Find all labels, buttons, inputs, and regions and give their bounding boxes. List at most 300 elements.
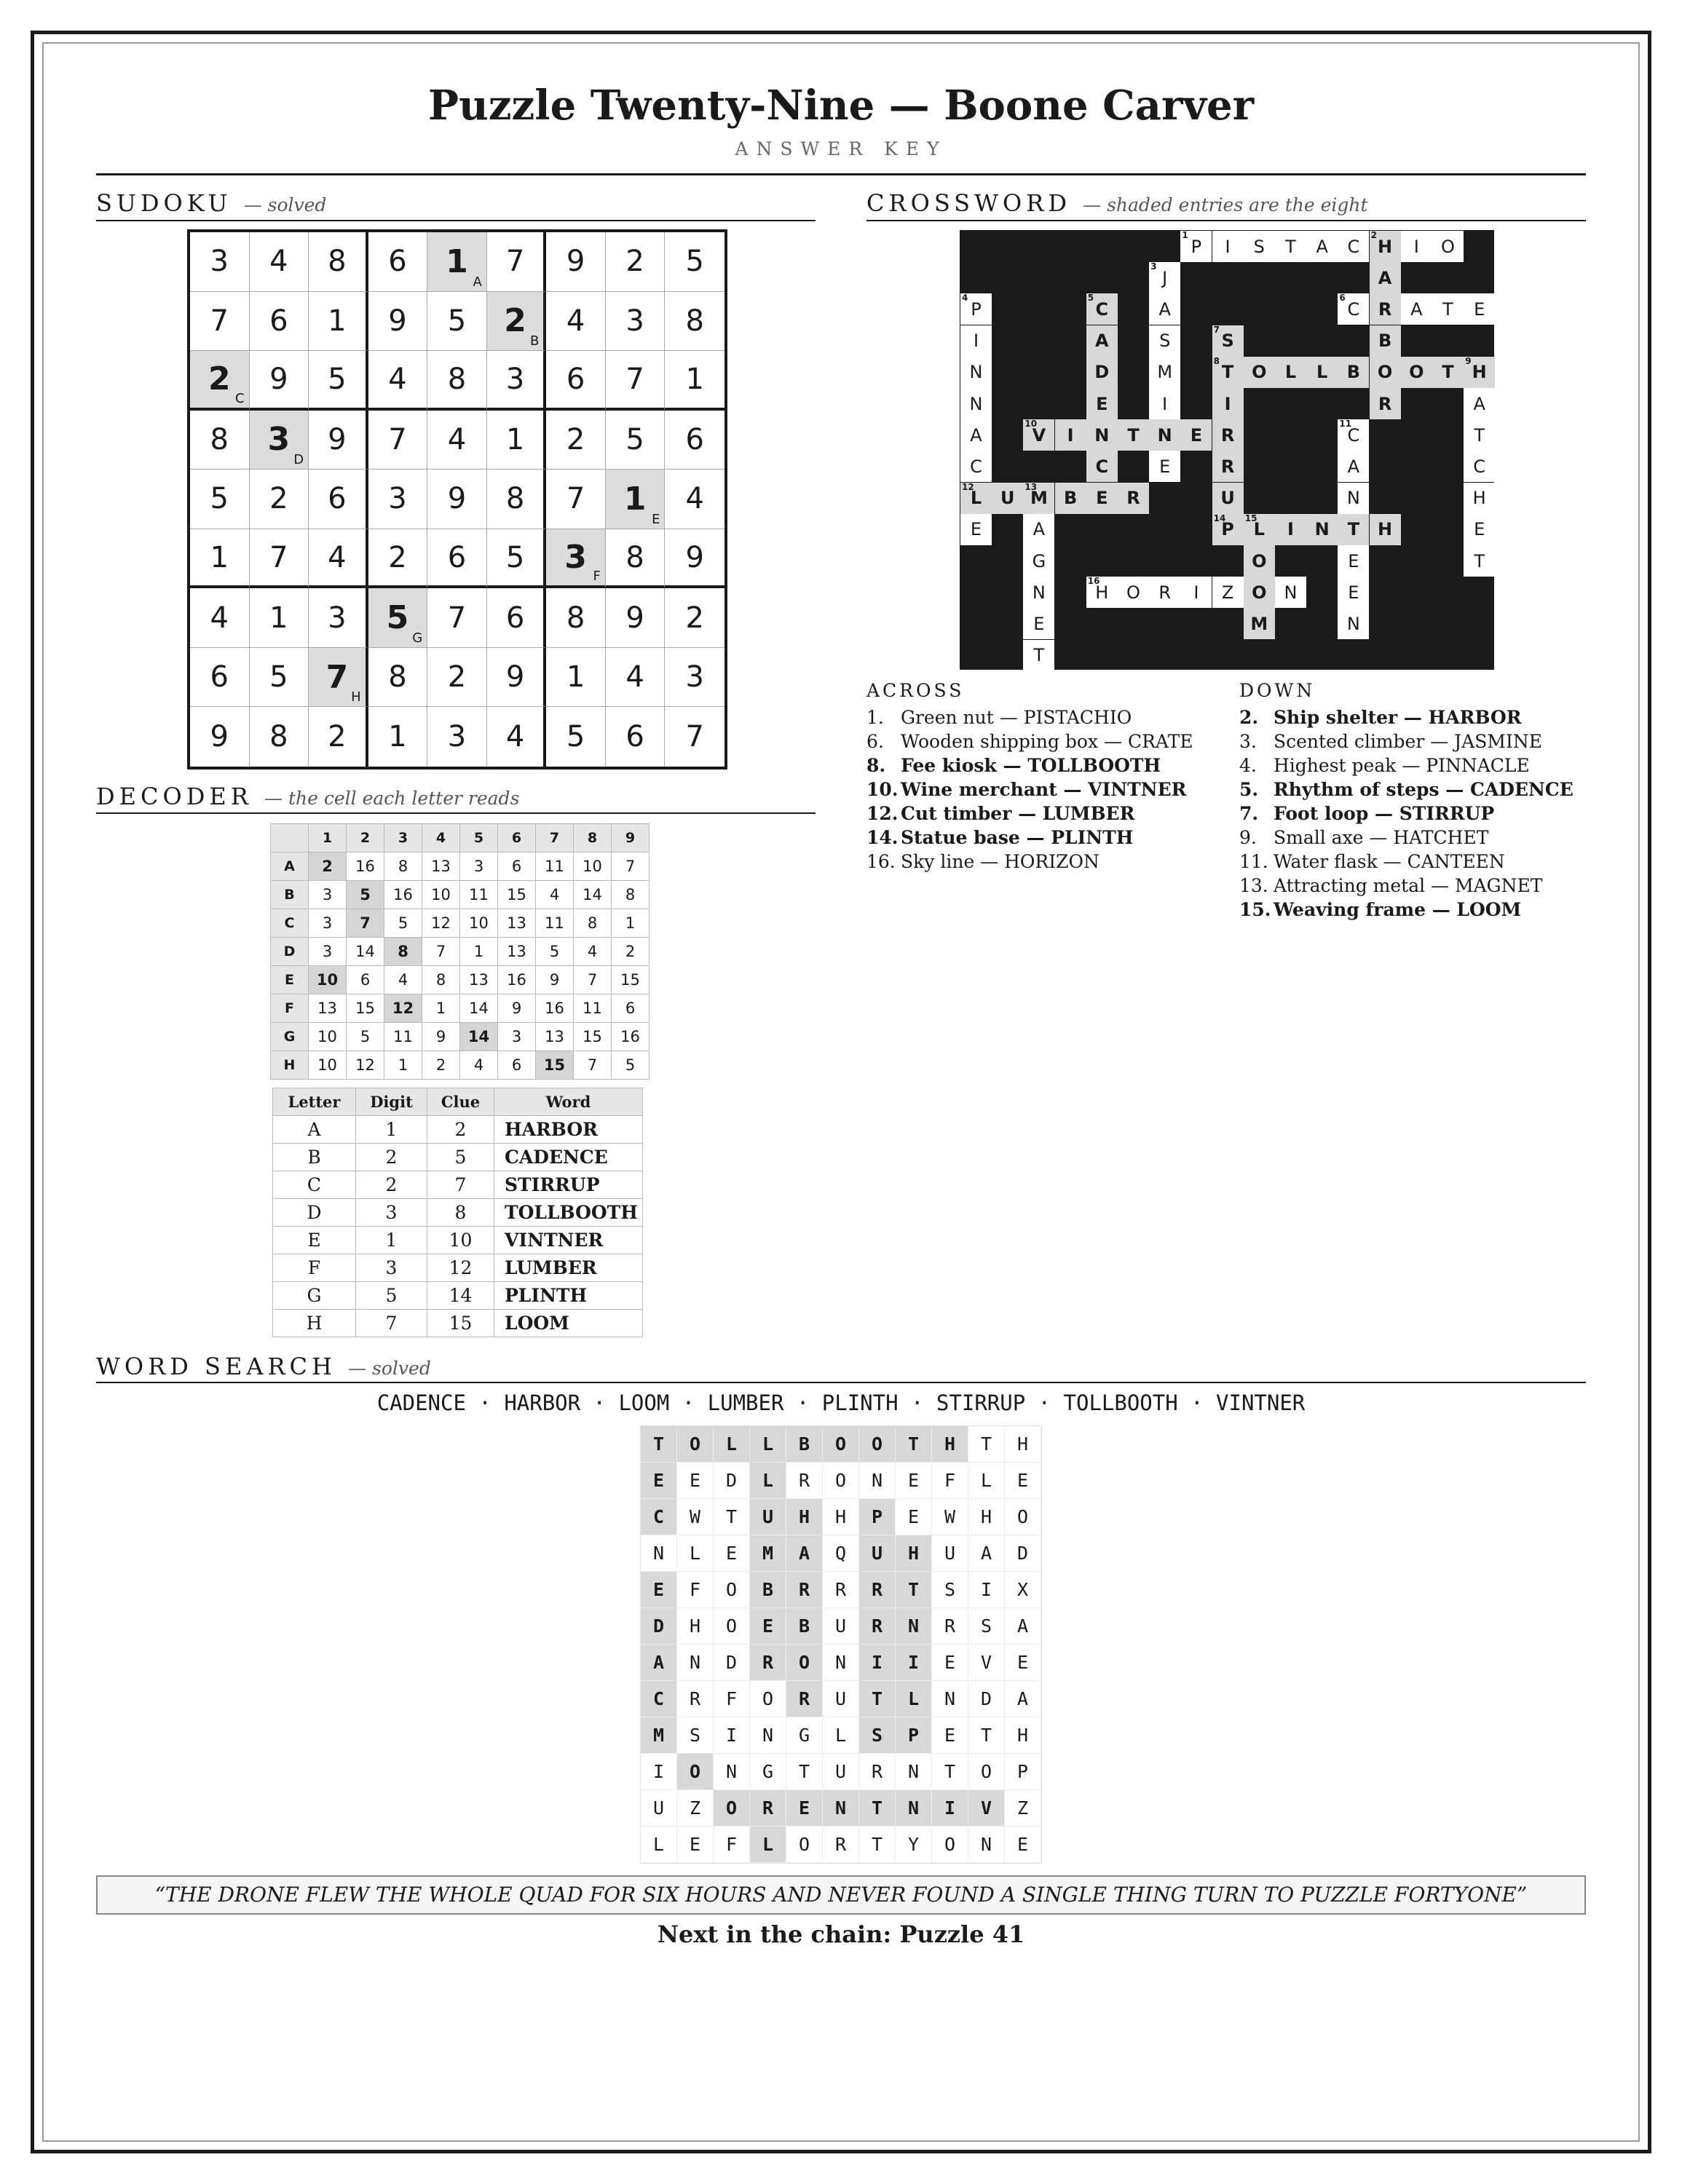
decoder-key-table [272,1088,643,1337]
sudoku-digit: 4 [566,304,585,338]
wordsearch-cell: B [786,1426,823,1463]
crossword-letter: O [1252,582,1267,603]
crossword-cell [1464,483,1495,514]
crossword-letter: N [1314,519,1330,540]
sudoku-cell [606,529,666,589]
crossword-letter: I [1413,236,1419,257]
sudoku-cell [606,588,666,648]
clue-number: 1. [866,707,884,728]
crossword-letter: A [970,424,982,446]
decoder-cell: 4 [384,966,422,994]
crossword-letter: T [1221,362,1234,383]
decoder-cell: 4 [460,1051,498,1080]
wordsearch-cell: I [932,1790,968,1827]
crossword-letter: T [1474,424,1485,446]
sudoku-cell [250,588,309,648]
sudoku-cell [309,351,368,411]
down-clue [1239,802,1574,826]
wordsearch-cell: X [1005,1572,1041,1608]
crossword-cell [1244,577,1275,608]
decoder-cell: 8 [574,909,612,938]
crossword-cell [960,514,992,545]
sudoku-cell [250,648,309,708]
crossword-cell [1464,293,1495,325]
key-cell: 2 [356,1144,427,1171]
crossword-letter: C [1347,236,1360,257]
sudoku-cell [250,529,309,589]
sudoku-digit: 8 [505,482,525,516]
key-cell: 1 [356,1227,427,1254]
crossword-cell [1118,483,1149,514]
sudoku-digit: 3 [447,720,467,754]
key-cell: 10 [427,1227,494,1254]
crossword-number: 9 [1465,355,1472,366]
decoder-col-header: 5 [460,824,498,852]
sudoku-digit: 3 [388,482,407,516]
sudoku-cell [487,707,547,767]
sudoku-digit: 7 [566,482,585,516]
crossword-number: 5 [1087,293,1094,304]
crossword-letter: H [1378,236,1393,257]
decoder-cell: 4 [574,938,612,966]
page-title: Puzzle Twenty-Nine — Boone Carver [427,82,1255,130]
sudoku-cell [368,351,428,411]
wordsearch-cell: E [641,1572,677,1608]
wordsearch-cell: R [750,1645,786,1681]
key-header-cell: Word [494,1088,643,1116]
wordsearch-cell: R [786,1572,823,1608]
decoder-cell: 8 [384,938,422,966]
wordsearch-cell: D [641,1608,677,1645]
across-clue [866,826,1193,850]
sudoku-digit: 1 [269,601,288,635]
decoder-cell: 14 [460,1023,498,1051]
decoder-cell: 8 [384,852,422,881]
sudoku-cell [487,351,547,411]
key-cell: 2 [356,1171,427,1199]
sudoku-digit: 5 [269,660,288,695]
decoder-cell: 4 [536,881,574,909]
down-clue [1239,705,1574,729]
sudoku-digit: 1 [623,480,647,518]
wordsearch-cell: S [968,1608,1005,1645]
crossword-letter: E [1096,393,1108,414]
key-cell: PLINTH [494,1282,643,1310]
key-cell: LOOM [494,1310,643,1337]
crossword-number: 16 [1087,576,1100,587]
clue-text: Fee kiosk — TOLLBOOTH [901,755,1161,776]
key-cell: 15 [427,1310,494,1337]
wordsearch-cell: N [932,1681,968,1717]
decoder-row-label: F [271,994,309,1023]
crossword-letter: A [1378,267,1392,288]
wordsearch-cell: N [968,1827,1005,1863]
crossword-cell [1086,577,1118,608]
sudoku-cell [427,411,487,470]
sudoku-digit: 8 [566,601,585,635]
crossword-letter: O [1377,362,1393,383]
sudoku-cell-tag: H [351,689,361,705]
wordsearch-cell: O [677,1754,714,1790]
crossword-letter: A [1158,298,1171,320]
wordsearch-rule [96,1382,1586,1383]
key-cell: B [273,1144,356,1171]
sudoku-cell [606,707,666,767]
crossword-letter: R [1158,582,1172,603]
wordsearch-cell: T [641,1426,677,1463]
crossword-letter: N [1284,582,1298,603]
decoder-cell: 10 [309,1051,347,1080]
crossword-letter: B [1378,331,1392,352]
crossword-cell [1464,545,1495,577]
wordsearch-cell: A [786,1535,823,1572]
decoder-col-header: 9 [612,824,649,852]
crossword-cell [1306,231,1338,262]
sudoku-cell [368,588,428,648]
crossword-letter: O [1252,362,1267,383]
sudoku-cell [250,292,309,352]
sudoku-digit: 5 [210,482,229,516]
sudoku-digit: 9 [269,362,288,396]
clue-text: Wooden shipping box — CRATE [901,731,1193,752]
sudoku-digit: 6 [210,660,229,695]
crossword-letter: N [969,393,983,414]
sudoku-cell-tag: A [473,274,482,290]
wordsearch-cell: G [786,1717,823,1754]
wordsearch-cell: A [968,1535,1005,1572]
wordsearch-cell: T [968,1717,1005,1754]
wordsearch-cell: E [641,1463,677,1499]
clue-text: Cut timber — LUMBER [901,803,1135,824]
across-clue [866,729,1193,753]
sudoku-cell [606,648,666,708]
sudoku-cell [665,411,724,470]
sudoku-cell [606,232,666,292]
decoder-rule [96,812,816,814]
wordsearch-cell: M [750,1535,786,1572]
wordsearch-cell: U [823,1754,859,1790]
wordsearch-cell: T [896,1572,932,1608]
crossword-letter: E [1474,519,1485,540]
decoder-cell: 6 [612,994,649,1023]
crossword-letter: R [1220,424,1235,446]
crossword-letter: R [1378,298,1392,320]
sudoku-digit: 3 [685,660,704,695]
wordsearch-cell: T [968,1426,1005,1463]
sudoku-cell [606,411,666,470]
sudoku-cell [665,529,724,589]
decoder-cell: 13 [498,938,536,966]
crossword-letter: P [1191,236,1202,257]
sudoku-digit: 8 [685,304,704,338]
decoder-col-header: 6 [498,824,536,852]
crossword-cell [1023,577,1054,608]
decoder-row [271,966,649,994]
decoder-cell: 16 [612,1023,649,1051]
decoder-cell: 2 [422,1051,460,1080]
wordsearch-cell: N [859,1463,896,1499]
wordsearch-cell: F [714,1827,750,1863]
quote-box: “THE DRONE FLEW THE WHOLE QUAD FOR SIX HOURS AND NEVER FOUND A SINGLE THING TURN TO PUZZLE FORTYONE” [96,1875,1586,1915]
sudoku-digit: 4 [685,482,704,516]
key-row [273,1171,643,1199]
sudoku-cell [309,411,368,470]
sudoku-digit: 9 [566,245,585,279]
crossword-letter: T [1285,236,1296,257]
decoder-cell: 11 [536,909,574,938]
decoder-cell: 6 [498,1051,536,1080]
sudoku-digit: 9 [505,660,525,695]
crossword-letter: E [1096,488,1108,509]
crossword-cell [1370,262,1401,293]
wordsearch-cell: F [932,1463,968,1499]
crossword-cell [1464,388,1495,419]
key-cell: VINTNER [494,1227,643,1254]
decoder-row [271,1051,649,1080]
sudoku-digit: 6 [505,601,525,635]
sudoku-cell [665,351,724,411]
crossword-letter: R [1126,488,1140,509]
crossword-cell [1212,388,1244,419]
crossword-cell [1432,293,1464,325]
wordsearch-cell: R [786,1681,823,1717]
decoder-cell: 7 [574,1051,612,1080]
sudoku-digit: 5 [447,304,467,338]
sudoku-cell [190,529,250,589]
sudoku-cell [368,648,428,708]
sudoku-cell [368,411,428,470]
crossword-letter: C [1473,456,1486,477]
wordsearch-cell: U [823,1681,859,1717]
wordsearch-cell: L [641,1827,677,1863]
wordsearch-cell: E [750,1608,786,1645]
wordsearch-cell: L [750,1463,786,1499]
wordsearch-grid [640,1425,1042,1864]
crossword-letter: N [1032,582,1046,603]
crossword-cell [1055,419,1086,451]
sudoku-digit: 4 [269,245,288,279]
wordsearch-cell: N [714,1754,750,1790]
wordsearch-cell: T [859,1827,896,1863]
clue-text: Attracting metal — MAGNET [1274,875,1543,896]
sudoku-cell [190,411,250,470]
crossword-cell [1212,231,1244,262]
sudoku-cell [665,470,724,529]
crossword-letter: G [1032,550,1046,571]
decoder-col-header: 3 [384,824,422,852]
sudoku-digit: 1 [505,422,525,456]
crossword-letter: B [1346,362,1361,383]
crossword-letter: J [1162,267,1168,288]
wordsearch-cell: E [677,1463,714,1499]
sudoku-cell [546,351,606,411]
sudoku-cell [427,470,487,529]
crossword-letter: T [1033,645,1045,666]
wordsearch-cell: I [714,1717,750,1754]
clue-text: Green nut — PISTACHIO [901,707,1132,728]
sudoku-digit: 7 [625,362,644,396]
sudoku-digit: 7 [447,601,467,635]
sudoku-digit: 4 [388,362,407,396]
crossword-cell [1086,388,1118,419]
decoder-cell: 7 [574,966,612,994]
wordsearch-cell: R [859,1572,896,1608]
wordsearch-cell: E [714,1535,750,1572]
crossword-number: 15 [1244,513,1257,523]
decoder-cell: 10 [460,909,498,938]
wordsearch-cell: L [823,1717,859,1754]
wordsearch-cell: T [786,1754,823,1790]
sudoku-digit: 2 [447,660,467,695]
crossword-letter: L [1253,519,1265,540]
crossword-cell [1244,514,1275,545]
crossword-cell [1212,357,1244,388]
crossword-cell [1055,483,1086,514]
crossword-letter: V [1032,424,1046,446]
wordsearch-cell: D [714,1645,750,1681]
key-cell: 7 [427,1171,494,1199]
crossword-letter: L [970,488,982,509]
down-clue [1239,753,1574,778]
sudoku-cell [427,648,487,708]
crossword-cell [1023,545,1054,577]
sudoku-cell [487,470,547,529]
crossword-letter: I [1193,582,1199,603]
crossword-number: 4 [962,293,968,304]
crossword-cell [1338,483,1369,514]
decoder-grid [270,823,649,1080]
crossword-letter: B [1063,488,1078,509]
crossword-cell [1338,514,1369,545]
crossword-letter: L [1316,362,1328,383]
sudoku-cell [665,648,724,708]
sudoku-digit: 2 [269,482,288,516]
clue-number: 13. [1239,875,1268,896]
sudoku-cell-tag: F [593,569,601,585]
clue-number: 14. [866,827,899,848]
decoder-heading: DECODER — the cell each letter reads [96,783,520,810]
decoder-cell: 5 [612,1051,649,1080]
crossword-cell [1306,514,1338,545]
decoder-row-label: H [271,1051,309,1080]
wordsearch-cell: N [896,1754,932,1790]
wordsearch-cell: H [786,1499,823,1535]
wordsearch-cell: H [1005,1717,1041,1754]
crossword-letter: D [1094,362,1110,383]
crossword-letter: T [1127,424,1140,446]
key-row [273,1254,643,1282]
crossword-cell [1464,357,1495,388]
sudoku-digit: 6 [625,720,644,754]
crossword-letter: I [1287,519,1294,540]
crossword-letter: P [971,298,982,320]
down-clue [1239,826,1574,850]
sudoku-digit: 2 [685,601,704,635]
sudoku-cell [487,588,547,648]
wordsearch-cell: N [896,1790,932,1827]
wordsearch-cell: D [714,1463,750,1499]
clue-text: Statue base — PLINTH [901,827,1134,848]
sudoku-cell [309,529,368,589]
crossword-letter: A [1410,298,1423,320]
decoder-cell: 12 [347,1051,384,1080]
sudoku-cell [368,232,428,292]
decoder-row [271,994,649,1023]
decoder-cell: 15 [498,881,536,909]
decoder-cell: 1 [422,994,460,1023]
wordsearch-cell: R [677,1681,714,1717]
sudoku-digit: 4 [328,540,347,574]
wordsearch-cell: L [750,1426,786,1463]
key-cell: 5 [356,1282,427,1310]
crossword-letter: E [1348,582,1359,603]
key-cell: CADENCE [494,1144,643,1171]
crossword-letter: M [1030,488,1048,509]
sudoku-cell [427,588,487,648]
sudoku-cell [427,232,487,292]
crossword-cell [1212,483,1244,514]
key-row [273,1144,643,1171]
decoder-corner-cell [271,824,309,852]
down-clue [1239,778,1574,802]
wordsearch-cell: N [823,1790,859,1827]
sudoku-cell [368,470,428,529]
wordsearch-cell: F [677,1572,714,1608]
crossword-cell [1149,388,1180,419]
decoder-row-label: B [271,881,309,909]
crossword-letter: H [1472,488,1486,509]
sudoku-cell-tag: E [652,511,660,527]
sudoku-digit: 2 [328,720,347,754]
crossword-cell [1023,640,1054,671]
key-cell: 5 [427,1144,494,1171]
sudoku-cell [487,232,547,292]
wordsearch-cell: O [714,1572,750,1608]
clue-number: 11. [1239,851,1268,872]
crossword-cell [1370,388,1401,419]
clue-number: 15. [1239,899,1271,920]
wordsearch-cell: O [823,1463,859,1499]
crossword-number: 8 [1213,355,1220,366]
crossword-letter: O [1252,550,1267,571]
decoder-cell: 15 [612,966,649,994]
wordsearch-cell: W [932,1499,968,1535]
decoder-row [271,1023,649,1051]
clue-text: Small axe — HATCHET [1274,827,1489,848]
sudoku-digit: 5 [505,540,525,574]
sudoku-digit: 9 [447,482,467,516]
decoder-cell: 11 [384,1023,422,1051]
crossword-letter: C [1347,298,1360,320]
key-cell: 3 [356,1199,427,1227]
sudoku-digit: 4 [447,422,467,456]
sudoku-cell [546,707,606,767]
sudoku-digit: 9 [328,422,347,456]
decoder-row-label: A [271,852,309,881]
wordsearch-cell: U [641,1790,677,1827]
clue-number: 10. [866,779,899,800]
key-row [273,1282,643,1310]
crossword-letter: E [1348,550,1359,571]
clue-text: Highest peak — PINNACLE [1274,755,1530,776]
crossword-letter: O [1126,582,1140,603]
sudoku-cell [309,648,368,708]
crossword-cell [1432,357,1464,388]
key-cell: 2 [427,1116,494,1144]
sudoku-digit: 2 [566,422,585,456]
wordsearch-cell: O [968,1754,1005,1790]
sudoku-cell [487,648,547,708]
